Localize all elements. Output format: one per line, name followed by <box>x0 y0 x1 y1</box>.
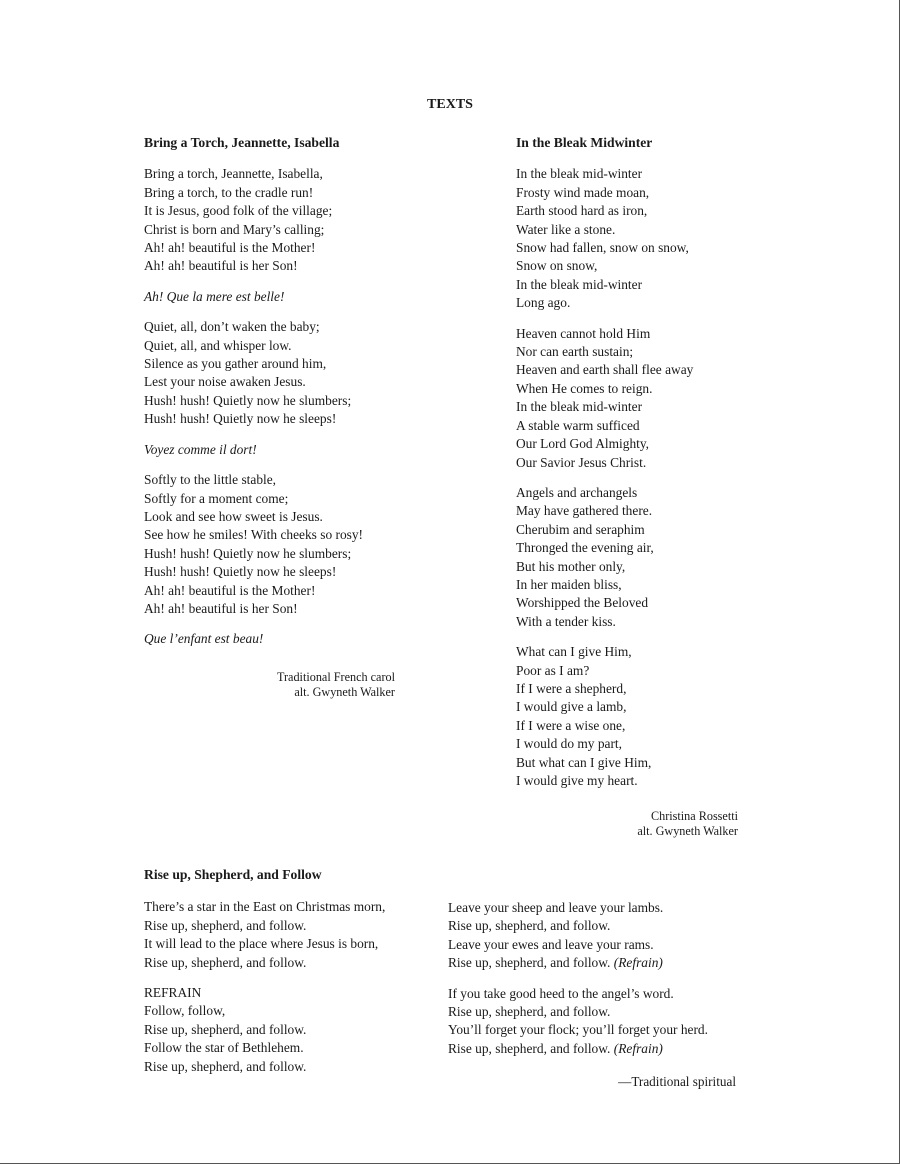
poem-line: Heaven cannot hold Him <box>516 325 651 341</box>
refrain-tag: (Refrain) <box>613 955 663 971</box>
poem-line: I would give my heart. <box>516 773 638 788</box>
poem-line: Cherubim and seraphim <box>516 521 645 537</box>
bleak-stanza-4 <box>516 643 816 790</box>
poem-line: Worshipped the Beloved <box>516 595 649 611</box>
shepherd-verse-2 <box>448 899 748 973</box>
poem-line: Hush! hush! Quietly now he slumbers; <box>144 392 352 408</box>
poem-line: If I were a wise one, <box>516 717 626 733</box>
poem-line: Hush! hush! Quietly now he sleeps! <box>144 411 337 427</box>
poem-line: Christ is born and Mary’s calling; <box>144 221 325 237</box>
poem-line: Angels and archangels <box>516 484 638 500</box>
torch-stanza-3 <box>144 471 484 618</box>
poem-line: Heaven and earth shall flee away <box>516 362 694 378</box>
bleak-stanza-1 <box>516 165 816 312</box>
poem-line: Water like a stone. <box>516 221 616 237</box>
poem-line: Thronged the evening air, <box>516 540 654 556</box>
poem-line: But his mother only, <box>516 558 626 574</box>
page-title: TEXTS <box>427 97 473 112</box>
poem-line: Follow the star of Bethlehem. <box>144 1040 304 1056</box>
poem-line: Ah! ah! beautiful is the Mother! <box>144 240 316 256</box>
poem-line: You’ll forget your flock; you’ll forget your herd. <box>448 1022 708 1038</box>
poem-line: I would do my part, <box>516 736 622 752</box>
torch-french-2: Voyez comme il dort! <box>144 441 257 457</box>
poem-line <box>448 1040 748 1058</box>
poem-line: Long ago. <box>516 295 571 311</box>
poem-line: Leave your sheep and leave your lambs. <box>448 900 664 915</box>
poem-line: Look and see how sweet is Jesus. <box>144 508 323 524</box>
poem-line: Follow, follow, <box>144 1003 226 1019</box>
poem-line: Our Lord God Almighty, <box>516 436 650 452</box>
poem-line: Quiet, all, and whisper low. <box>144 337 292 353</box>
poem-line: Softly for a moment come; <box>144 490 289 506</box>
torch-french-1: Ah! Que la mere est belle! <box>144 288 285 304</box>
poem-line: Frosty wind made moan, <box>516 184 650 200</box>
poem-line: A stable warm sufficed <box>516 417 640 433</box>
poem-line: What can I give Him, <box>516 644 632 660</box>
poem-line: If I were a shepherd, <box>516 680 627 696</box>
poem-line: In the bleak mid-winter <box>516 166 643 182</box>
poem-line <box>448 954 748 972</box>
poem-line: REFRAIN <box>144 985 202 1001</box>
poem-line: Quiet, all, don’t waken the baby; <box>144 319 320 335</box>
poem-line: Silence as you gather around him, <box>144 356 327 372</box>
poem-line: With a tender kiss. <box>516 613 616 629</box>
poem-line: Ah! ah! beautiful is her Son! <box>144 258 298 274</box>
poem-line: If you take good heed to the angel’s word. <box>448 985 674 1001</box>
poem-line: I would give a lamb, <box>516 699 627 715</box>
poem-line: There’s a star in the East on Christmas morn, <box>144 899 386 915</box>
credit-line: alt. Gwyneth Walker <box>637 823 738 838</box>
poem-line: Hush! hush! Quietly now he slumbers; <box>144 545 352 561</box>
credit-line: Christina Rossetti <box>650 809 738 823</box>
shepherd-heading: Rise up, Shepherd, and Follow <box>144 867 322 882</box>
poem-line: Earth stood hard as iron, <box>516 203 648 219</box>
bleak-section <box>516 134 816 790</box>
refrain-tag: (Refrain) <box>613 1040 663 1056</box>
poem-line: Leave your ewes and leave your rams. <box>448 936 654 952</box>
poem-line: Rise up, shepherd, and follow. <box>144 1021 307 1037</box>
poem-line: Softly to the little stable, <box>144 472 277 488</box>
poem-line: Nor can earth sustain; <box>516 344 634 360</box>
poem-line: Poor as I am? <box>516 662 590 678</box>
poem-line-text: Rise up, shepherd, and follow. <box>448 1040 611 1056</box>
poem-line: It is Jesus, good folk of the village; <box>144 203 333 219</box>
torch-stanza-1 <box>144 165 484 275</box>
bleak-credit <box>637 809 738 838</box>
poem-line: Ah! ah! beautiful is the Mother! <box>144 582 316 598</box>
poem-line: Bring a torch, Jeannette, Isabella, <box>144 166 323 182</box>
credit-line: alt. Gwyneth Walker <box>294 684 395 699</box>
poem-line: Rise up, shepherd, and follow. <box>448 1004 611 1020</box>
poem-line: In the bleak mid-winter <box>516 399 643 415</box>
torch-heading: Bring a Torch, Jeannette, Isabella <box>144 135 340 150</box>
poem-line: Lest your noise awaken Jesus. <box>144 374 306 390</box>
poem-line: Hush! hush! Quietly now he sleeps! <box>144 564 337 580</box>
poem-line: Bring a torch, to the cradle run! <box>144 184 314 200</box>
poem-line: It will lead to the place where Jesus is born, <box>144 936 379 952</box>
bleak-stanza-3 <box>516 484 816 631</box>
poem-line: In her maiden bliss, <box>516 576 622 592</box>
poem-line: See how he smiles! With cheeks so rosy! <box>144 527 364 543</box>
poem-line: Our Savior Jesus Christ. <box>516 454 647 470</box>
shepherd-credit: —Traditional spiritual <box>618 1074 736 1089</box>
poem-line: When He comes to reign. <box>516 380 653 396</box>
torch-section <box>144 134 484 649</box>
bleak-heading: In the Bleak Midwinter <box>516 135 653 150</box>
torch-stanza-2 <box>144 318 484 428</box>
poem-line: Rise up, shepherd, and follow. <box>144 1058 307 1074</box>
shepherd-verse-3 <box>448 985 748 1059</box>
shepherd-left <box>144 866 444 1076</box>
poem-line: Snow on snow, <box>516 258 598 274</box>
bleak-stanza-2 <box>516 325 816 472</box>
poem-line: Rise up, shepherd, and follow. <box>448 918 611 934</box>
poem-line: May have gathered there. <box>516 503 653 519</box>
poem-line: Snow had fallen, snow on snow, <box>516 240 689 256</box>
poem-line: Rise up, shepherd, and follow. <box>144 917 307 933</box>
credit-line: Traditional French carol <box>276 670 395 684</box>
poem-line: Ah! ah! beautiful is her Son! <box>144 600 298 616</box>
poem-line-text: Rise up, shepherd, and follow. <box>448 955 611 971</box>
torch-french-3: Que l’enfant est beau! <box>144 631 264 647</box>
shepherd-right <box>448 899 748 1058</box>
torch-credit <box>277 670 395 699</box>
poem-line: In the bleak mid-winter <box>516 276 643 292</box>
shepherd-verse-1 <box>144 898 444 972</box>
poem-line: But what can I give Him, <box>516 754 652 770</box>
poem-line: Rise up, shepherd, and follow. <box>144 954 307 970</box>
shepherd-refrain <box>144 984 444 1076</box>
